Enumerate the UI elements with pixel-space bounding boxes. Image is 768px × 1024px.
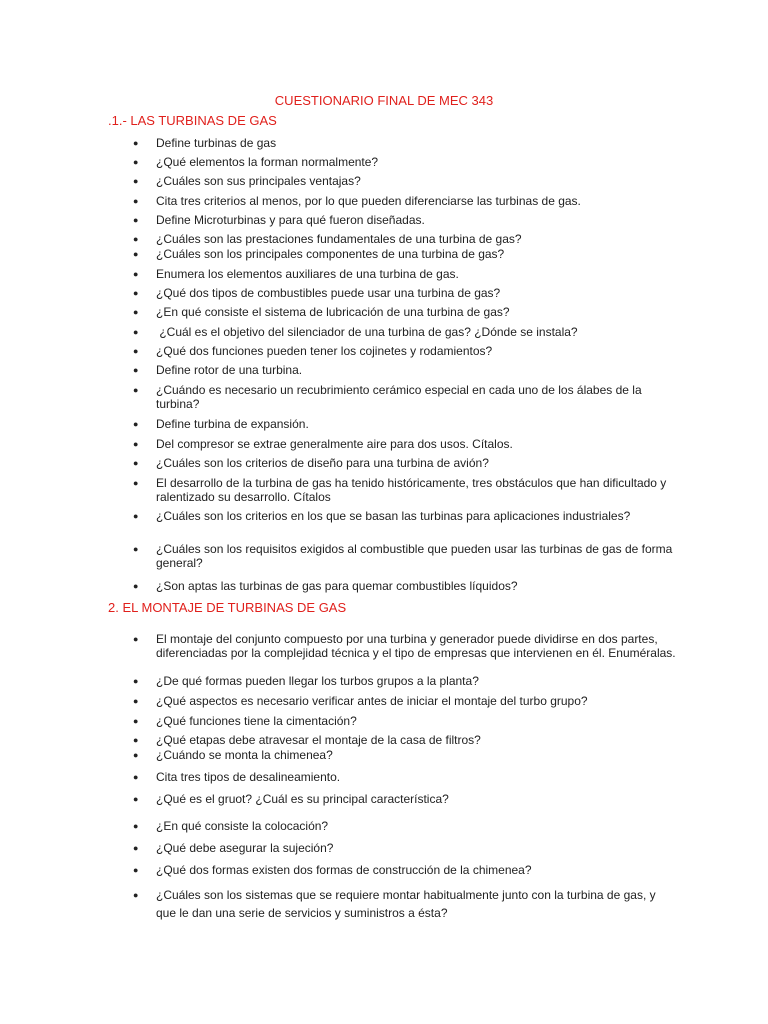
bullet-icon: ● <box>133 750 139 760</box>
bullet-icon: ● <box>133 478 139 488</box>
list-item: ● ¿Qué dos tipos de combustibles puede usar una turbina de gas? <box>133 286 501 300</box>
bullet-icon: ● <box>133 634 139 644</box>
list-item: ● ¿Cuáles son las prestaciones fundamentales de una turbina de gas? <box>133 232 522 246</box>
bullet-icon: ● <box>133 735 139 745</box>
bullet-icon: ● <box>133 676 139 686</box>
bullet-icon: ● <box>133 419 139 429</box>
bullet-icon: ● <box>133 196 139 206</box>
list-item: ● ¿Son aptas las turbinas de gas para quemar combustibles líquidos? <box>133 579 518 593</box>
bullet-icon: ● <box>133 385 139 395</box>
bullet-icon: ● <box>133 794 139 804</box>
section-title-turbinas: .1.- LAS TURBINAS DE GAS <box>108 113 277 128</box>
bullet-icon: ● <box>133 307 139 317</box>
section-title-montaje: 2. EL MONTAJE DE TURBINAS DE GAS <box>108 600 347 615</box>
bullet-icon: ● <box>133 821 139 831</box>
list-item: ● ¿Cuáles son los criterios de diseño para una turbina de avión? <box>133 456 489 470</box>
bullet-icon: ● <box>133 288 139 298</box>
list-item: ● Del compresor se extrae generalmente aire para dos usos. Cítalos. <box>133 437 513 451</box>
list-item: ● ¿En qué consiste la colocación? <box>133 819 329 833</box>
list-item: ● ¿Qué etapas debe atravesar el montaje de la casa de filtros? <box>133 733 481 747</box>
list-item: ● El montaje del conjunto compuesto por una turbina y generador puede dividirse en dos partes, diferenciadas por la complejidad técnica y el tipo de empresas que intervienen en él. Enuméralas. <box>133 632 676 660</box>
bullet-icon: ● <box>133 716 139 726</box>
list-item: ● Define turbinas de gas <box>133 136 277 150</box>
bullet-icon: ● <box>133 234 139 244</box>
list-item: ● Define Microturbinas y para qué fueron diseñadas. <box>133 213 425 227</box>
list-item: ● ¿Qué funciones tiene la cimentación? <box>133 714 357 728</box>
bullet-icon: ● <box>133 439 139 449</box>
bullet-icon: ● <box>133 544 139 554</box>
list-item: ● Define rotor de una turbina. <box>133 363 303 377</box>
list-item: ● ¿Qué dos funciones pueden tener los cojinetes y rodamientos? <box>133 344 493 358</box>
list-item: ● ¿Cuándo se monta la chimenea? <box>133 748 333 762</box>
bullet-icon: ● <box>133 843 139 853</box>
list-item: ● ¿Cuál es el objetivo del silenciador de una turbina de gas? ¿Dónde se instala? <box>133 325 578 339</box>
list-item: ● ¿Cuáles son sus principales ventajas? <box>133 174 361 188</box>
bullet-icon: ● <box>133 346 139 356</box>
list-item: ● ¿De qué formas pueden llegar los turbos grupos a la planta? <box>133 674 479 688</box>
bullet-icon: ● <box>133 138 139 148</box>
list-item: ● Cita tres tipos de desalineamiento. <box>133 770 341 784</box>
list-item: ● ¿Qué es el gruot? ¿Cuál es su principal característica? <box>133 792 449 806</box>
bullet-icon: ● <box>133 696 139 706</box>
list-item: ● ¿En qué consiste el sistema de lubricación de una turbina de gas? <box>133 305 510 319</box>
bullet-icon: ● <box>133 865 139 875</box>
bullet-icon: ● <box>133 269 139 279</box>
list-item: ● Enumera los elementos auxiliares de una turbina de gas. <box>133 267 459 281</box>
list-item: ● ¿Cuáles son los principales componentes de una turbina de gas? <box>133 247 505 261</box>
list-item: ● ¿Cuándo es necesario un recubrimiento cerámico especial en cada uno de los álabes de la turbina? <box>133 383 642 411</box>
bullet-icon: ● <box>133 215 139 225</box>
bullet-icon: ● <box>133 365 139 375</box>
bullet-icon: ● <box>133 458 139 468</box>
bullet-icon: ● <box>133 511 139 521</box>
list-item: ● ¿Qué elementos la forman normalmente? <box>133 155 379 169</box>
bullet-icon: ● <box>133 890 139 900</box>
bullet-icon: ● <box>133 327 139 337</box>
list-item: ● El desarrollo de la turbina de gas ha tenido históricamente, tres obstáculos que han dificultado y ralentizado su desarrollo. Cítalos <box>133 476 667 504</box>
list-item: ● ¿Cuáles son los requisitos exigidos al combustible que pueden usar las turbinas de gas de forma general? <box>133 542 673 570</box>
bullet-icon: ● <box>133 772 139 782</box>
bullet-icon: ● <box>133 581 139 591</box>
list-item: ● ¿Qué debe asegurar la sujeción? <box>133 841 334 855</box>
bullet-icon: ● <box>133 157 139 167</box>
list-item: ● ¿Qué aspectos es necesario verificar antes de iniciar el montaje del turbo grupo? <box>133 694 588 708</box>
document-title: CUESTIONARIO FINAL DE MEC 343 <box>274 93 494 108</box>
list-item: ● ¿Cuáles son los criterios en los que se basan las turbinas para aplicaciones industriales? <box>133 509 631 523</box>
bullet-icon: ● <box>133 176 139 186</box>
list-item: ● ¿Cuáles son los sistemas que se requiere montar habitualmente junto con la turbina de gas, y que le dan una serie de servicios y suministros a ésta? <box>133 888 656 920</box>
bullet-icon: ● <box>133 249 139 259</box>
list-item: ● ¿Qué dos formas existen dos formas de construcción de la chimenea? <box>133 863 532 877</box>
list-item: ● Cita tres criterios al menos, por lo que pueden diferenciarse las turbinas de gas. <box>133 194 581 208</box>
list-item: ● Define turbina de expansión. <box>133 417 309 431</box>
